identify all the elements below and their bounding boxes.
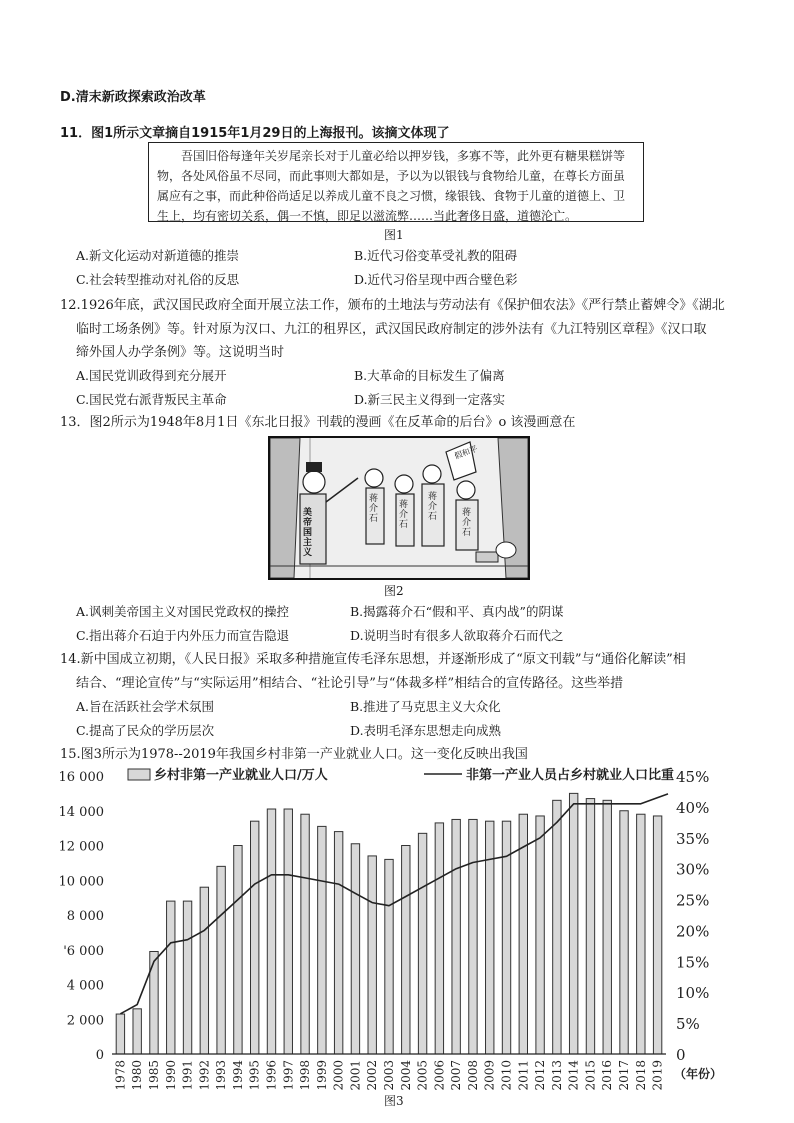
right-axis-tick-label: 35% [676, 829, 710, 848]
x-tick-1990: 1990 [163, 1060, 178, 1091]
bar-1998 [301, 814, 309, 1054]
right-axis-tick-label: 15% [676, 953, 710, 972]
q12-option-b[interactable]: B.大革命的目标发生了偏离 [354, 368, 505, 383]
bar-2015 [586, 799, 594, 1054]
bar-2012 [536, 816, 544, 1054]
bar-2019 [653, 816, 661, 1054]
x-tick-2013: 2013 [549, 1060, 564, 1091]
q11-option-d[interactable]: D.近代习俗呈现中西合璧色彩 [354, 272, 518, 287]
legend-line-label: 非第一产业人员占乡村就业人口比重 [466, 768, 675, 783]
legend-bar-label: 乡村非第一产业就业人口/万人 [154, 768, 328, 783]
bar-2017 [620, 811, 628, 1054]
left-axis-tick-label: 14 000 [58, 804, 104, 820]
bar-1997 [284, 809, 292, 1054]
left-axis-ticks [59, 770, 105, 1063]
x-tick-1991: 1991 [180, 1060, 195, 1091]
x-tick-1992: 1992 [197, 1060, 212, 1091]
right-axis-tick-label: 5% [676, 1015, 700, 1034]
bar-2006 [435, 823, 443, 1054]
q14-option-c[interactable]: C.提高了民众的学历层次 [76, 723, 215, 738]
cartoon-label-chiang-4: 蒋介石 [462, 508, 472, 538]
q12-stem-line3: 缔外国人办学条例》等。这说明当时 [76, 345, 285, 360]
x-tick-2008: 2008 [465, 1060, 480, 1091]
q14-option-a[interactable]: A.旨在活跃社会学术氛围 [76, 699, 215, 714]
x-tick-2007: 2007 [449, 1060, 464, 1091]
bar-2001 [351, 844, 359, 1054]
x-tick-1993: 1993 [214, 1060, 229, 1091]
figure1-excerpt-box [148, 142, 644, 222]
bar-1980 [133, 1009, 141, 1054]
q12-option-c[interactable]: C.国民党右派背叛民主革命 [76, 392, 227, 407]
bar-2008 [469, 819, 477, 1054]
bar-2003 [385, 859, 393, 1054]
bar-2004 [402, 846, 410, 1055]
figure2-cartoon [268, 436, 530, 580]
q14-stem-line2: 结合、“理论宣传”与“实际运用”相结合、“社论引导”与“体裁多样”相结合的宣传路径。这些举措 [76, 676, 624, 691]
left-axis-tick-label: 12 000 [58, 839, 104, 855]
q13-option-a[interactable]: A.讽刺美帝国主义对国民党政权的操控 [76, 604, 290, 619]
figure1-excerpt-text: 吾国旧俗每逢年关岁尾亲长对于儿童必给以押岁钱，多寡不等，此外更有糖果糕饼等物，各处风俗虽不尽同，而此事则大都如是，予以为以银钱与食物给儿童，在尊长方面虽属应有之事，而此种俗尚适足以养成儿童不良之习惯，缘银钱、食物于儿童的道德上、卫生上，均有密切关系，偶一不慎，即足以滋流弊……当此奢侈日盛，道德沦亡。 [157, 149, 626, 223]
q12-option-d[interactable]: D.新三民主义得到一定落实 [354, 392, 506, 407]
q15-stem: 15.图3所示为1978--2019年我国乡村非第一产业就业人口。这一变化反映出我国 [60, 747, 528, 762]
x-tick-2003: 2003 [382, 1060, 396, 1091]
x-tick-2010: 2010 [499, 1060, 514, 1091]
x-tick-2005: 2005 [415, 1060, 430, 1091]
right-axis-tick-label: 40% [676, 798, 710, 817]
right-axis-tick-label: 30% [676, 860, 710, 879]
q10-option-d: D.清末新政探索政治改革 [60, 90, 206, 105]
right-axis-tick-label: 45% [676, 768, 710, 786]
x-tick-2009: 2009 [482, 1060, 497, 1091]
right-axis-ticks [676, 768, 709, 1064]
cartoon-label-fake-peace: 假和平 [453, 444, 479, 461]
bar-2016 [603, 800, 611, 1054]
q12-option-a[interactable]: A.国民党训政得到充分展开 [76, 368, 227, 383]
x-tick-2016: 2016 [600, 1060, 615, 1091]
left-axis-tick-label: '6 000 [63, 943, 104, 959]
q13-option-b[interactable]: B.揭露蒋介石“假和平、真内战”的阴谋 [350, 604, 564, 619]
x-tick-1999: 1999 [314, 1060, 329, 1091]
right-axis-tick-label: 0 [676, 1046, 686, 1064]
q12-stem-line1: 12.1926年底，武汉国民政府全面开展立法工作，颁布的土地法与劳动法有《保护佃农法》《严行禁止蓄婢令》《湖北 [60, 298, 725, 313]
bar-1978 [116, 1014, 124, 1054]
q14-stem-line1: 14.新中国成立初期，《人民日报》采取多种措施宣传毛泽东思想，并逐渐形成了“原文刊载”与“通俗化解读”相 [60, 652, 686, 667]
cartoon-label-chiang-3: 蒋介石 [428, 492, 438, 522]
x-tick-2017: 2017 [617, 1060, 632, 1091]
x-tick-2001: 2001 [348, 1060, 363, 1091]
figure2-caption: 图2 [384, 584, 404, 598]
left-axis-tick-label: 10 000 [58, 874, 104, 890]
bar-2007 [452, 819, 460, 1054]
figure1-caption: 图1 [384, 228, 404, 242]
x-axis-label: （年份） [674, 1067, 723, 1081]
x-tick-2006: 2006 [432, 1060, 447, 1091]
left-axis-tick-label: 4 000 [66, 978, 104, 994]
x-tick-2014: 2014 [566, 1060, 581, 1091]
left-axis-tick-label: 8 000 [66, 909, 104, 924]
x-tick-1985: 1985 [146, 1060, 161, 1091]
bar-2013 [553, 800, 561, 1054]
bar-1999 [318, 826, 326, 1054]
x-tick-2004: 2004 [398, 1060, 413, 1091]
bar-1990 [167, 901, 175, 1054]
x-tick-2000: 2000 [331, 1060, 346, 1091]
cartoon-label-chiang-1: 蒋介石 [369, 494, 379, 524]
bar-2000 [334, 832, 342, 1054]
q13-option-c[interactable]: C.指出蒋介石迫于内外压力而宣告隐退 [76, 628, 290, 643]
q14-option-b[interactable]: B.推进了马克思主义大众化 [350, 699, 501, 714]
legend-bar-swatch [128, 769, 150, 780]
x-tick-1995: 1995 [247, 1060, 262, 1091]
x-tick-1994: 1994 [230, 1060, 245, 1091]
left-axis-tick-label: 16 000 [58, 770, 104, 785]
x-tick-1997: 1997 [281, 1060, 296, 1091]
figure3-caption: 图3 [384, 1094, 404, 1108]
bar-1995 [251, 821, 259, 1054]
left-axis-tick-label: 2 000 [66, 1013, 104, 1029]
cartoon-label-chiang-2: 蒋介石 [399, 500, 409, 530]
bar-2005 [418, 833, 426, 1054]
chart-legend [128, 767, 674, 783]
right-axis-tick-label: 25% [676, 891, 710, 910]
bar-1994 [234, 846, 242, 1055]
bar-2011 [519, 814, 527, 1054]
x-tick-2011: 2011 [516, 1060, 531, 1091]
bar-2014 [569, 793, 577, 1054]
bar-series [116, 793, 662, 1054]
x-tick-2018: 2018 [633, 1060, 648, 1091]
bar-2002 [368, 856, 376, 1054]
bar-1992 [200, 887, 208, 1054]
figure3-chart [54, 760, 744, 1110]
bar-2018 [637, 814, 645, 1054]
q11-option-a[interactable]: A.新文化运动对新道德的推崇 [76, 248, 240, 263]
x-tick-1996: 1996 [264, 1060, 279, 1091]
left-axis-tick-label: 0 [95, 1048, 104, 1063]
x-tick-2012: 2012 [533, 1060, 548, 1091]
right-axis-tick-label: 20% [676, 922, 710, 941]
bar-1996 [267, 809, 275, 1054]
x-tick-2015: 2015 [583, 1060, 598, 1091]
bar-2009 [486, 821, 494, 1054]
q13-stem: 13．图2所示为1948年8月1日《东北日报》刊载的漫画《在反革命的后台》o 该漫画意在 [60, 415, 576, 430]
x-axis-ticks [113, 1060, 664, 1091]
x-tick-2002: 2002 [365, 1060, 380, 1091]
q14-option-d[interactable]: D.表明毛泽东思想走向成熟 [350, 723, 502, 738]
x-tick-1998: 1998 [298, 1060, 313, 1091]
bar-1993 [217, 866, 225, 1054]
right-axis-tick-label: 10% [676, 984, 710, 1003]
q12-stem-line2: 临时工场条例》等。针对原为汉口、九江的租界区，武汉国民政府制定的涉外法有《九江特别区章程》《汉口取 [76, 322, 707, 337]
x-tick-1980: 1980 [130, 1060, 145, 1091]
bar-1991 [183, 901, 191, 1054]
q11-option-b[interactable]: B.近代习俗变革受礼教的阻碍 [354, 248, 518, 263]
q11-option-c[interactable]: C.社会转型推动对礼俗的反思 [76, 272, 240, 287]
cartoon-label-us-imperialism: 美帝国主义 [303, 508, 313, 558]
q13-option-d[interactable]: D.说明当时有很多人欲取蒋介石而代之 [350, 628, 564, 643]
q11-stem: 11．图1所示文章摘自1915年1月29日的上海报刊。该摘文体现了 [60, 126, 450, 141]
x-tick-1978: 1978 [113, 1060, 128, 1091]
x-tick-2019: 2019 [650, 1060, 665, 1091]
